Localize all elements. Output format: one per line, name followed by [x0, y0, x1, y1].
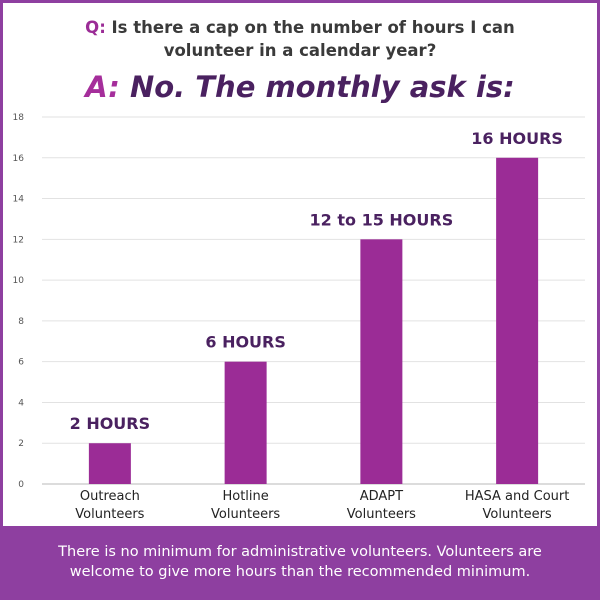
category-label-line: ADAPT: [359, 489, 404, 504]
y-tick-label: 8: [18, 316, 24, 327]
bar: [360, 239, 402, 484]
bar: [225, 362, 267, 484]
data-label: 6 HOURS: [205, 332, 286, 352]
question-line-1: Is there a cap on the number of hours I can: [111, 18, 515, 37]
category-label: [211, 489, 280, 522]
data-label: 12 to 15 HOURS: [309, 210, 454, 230]
category-label-line: Volunteers: [482, 507, 552, 522]
question-heading: [0, 16, 600, 62]
category-label: [75, 489, 144, 522]
bar: [496, 158, 538, 484]
category-label-line: HASA and Court: [464, 489, 570, 504]
y-tick-label: 4: [18, 398, 24, 409]
y-tick-label: 0: [18, 480, 24, 490]
category-label-line: Volunteers: [75, 507, 145, 522]
category-label-line: Volunteers: [346, 507, 416, 522]
answer-prefix: A:: [85, 70, 120, 104]
y-tick-label: 6: [18, 357, 24, 368]
y-tick-label: 12: [12, 235, 24, 246]
question-line-2: volunteer in a calendar year?: [163, 41, 437, 60]
question-prefix: Q:: [85, 18, 106, 37]
y-tick-label: 2: [18, 439, 24, 450]
footer-line-1: There is no minimum for administrative volunteers. Volunteers are: [58, 544, 542, 560]
y-tick-label: 18: [12, 113, 24, 123]
footer-banner: [0, 526, 600, 600]
category-label-line: Hotline: [222, 489, 269, 504]
category-label-line: Outreach: [79, 489, 140, 504]
y-tick-label: 14: [12, 194, 24, 205]
y-tick-label: 10: [12, 276, 24, 287]
answer-text: No. The monthly ask is:: [129, 70, 515, 104]
bar-chart: [0, 105, 600, 525]
footer-line-2: welcome to give more hours than the recommended minimum.: [69, 564, 531, 580]
y-tick-label: 16: [12, 153, 24, 164]
data-label: 2 HOURS: [69, 414, 151, 434]
category-label: [347, 489, 416, 522]
answer-heading: [0, 70, 600, 104]
category-label: [465, 489, 570, 522]
bar: [89, 443, 131, 484]
category-label-line: Volunteers: [211, 507, 281, 522]
data-label: 16 HOURS: [471, 128, 563, 148]
